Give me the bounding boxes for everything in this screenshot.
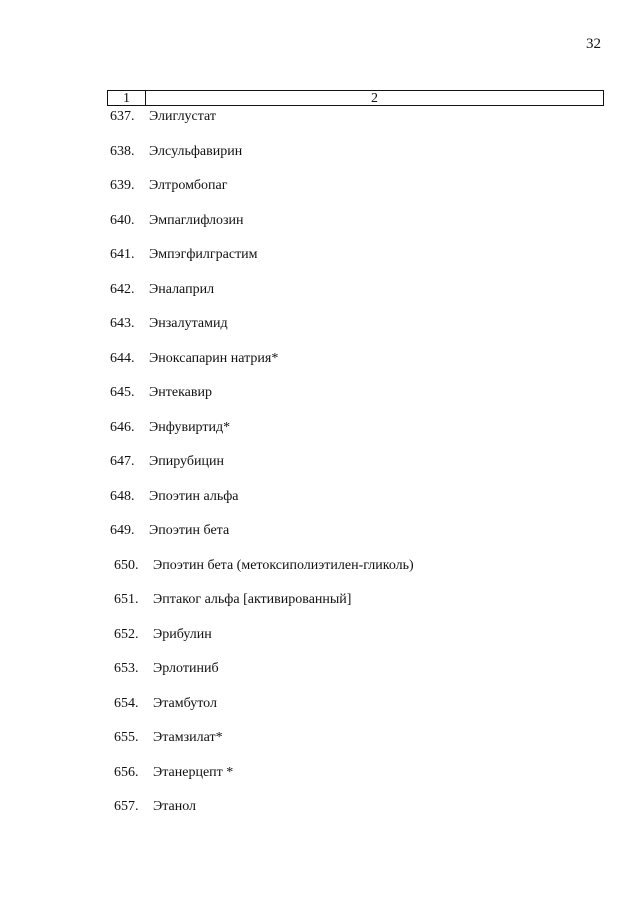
list-item <box>110 452 224 472</box>
list-item <box>114 728 223 748</box>
item-name: Эмпаглифлозин <box>149 212 244 228</box>
item-number: 656. <box>114 764 139 780</box>
item-name: Эналаприл <box>149 281 215 297</box>
list-item <box>110 314 228 334</box>
item-name: Элиглустат <box>149 109 217 124</box>
item-name: Эпоэтин альфа <box>149 488 239 504</box>
item-number: 640. <box>110 212 135 228</box>
item-name: Энзалутамид <box>149 316 228 331</box>
item-name: Эптаког альфа [активированный] <box>153 592 352 607</box>
item-number: 651. <box>114 592 139 607</box>
item-number: 654. <box>114 695 139 711</box>
list-item <box>110 142 242 162</box>
item-name: Эрлотиниб <box>153 661 219 676</box>
list-item <box>110 349 278 369</box>
item-name: Эмпэгфилграстим <box>149 247 258 262</box>
item-name: Энтекавир <box>149 385 212 400</box>
list-item <box>110 107 216 127</box>
item-number: 643. <box>110 316 135 331</box>
list-item <box>110 176 228 196</box>
item-name: Элтромбопаг <box>149 178 228 193</box>
item-number: 652. <box>114 626 139 642</box>
list-item <box>114 556 414 576</box>
list-item <box>110 418 230 438</box>
item-number: 644. <box>110 350 135 366</box>
list-item <box>114 659 219 679</box>
item-number: 638. <box>110 143 135 159</box>
list-item <box>110 280 214 300</box>
item-name: Этамбутол <box>153 695 217 711</box>
list-item <box>114 763 233 783</box>
item-number: 648. <box>110 488 135 504</box>
item-number: 650. <box>114 557 139 573</box>
list-item <box>110 245 258 265</box>
page-number: 32 <box>586 36 601 52</box>
item-number: 647. <box>110 454 135 469</box>
list-item <box>114 625 212 645</box>
header-col-1: 1 <box>108 91 146 105</box>
item-name: Этамзилат* <box>153 730 223 745</box>
list-item <box>114 590 351 610</box>
item-name: Этанол <box>153 799 197 814</box>
item-name: Эпоэтин бета (метоксиполиэтилен-гликоль) <box>153 557 414 573</box>
list-item <box>110 383 212 403</box>
item-name: Эпоэтин бета <box>149 523 230 538</box>
item-name: Этанерцепт * <box>153 764 234 780</box>
item-number: 649. <box>110 523 135 538</box>
item-name: Энфувиртид* <box>149 419 231 435</box>
item-name: Эноксапарин натрия* <box>149 350 279 366</box>
item-number: 641. <box>110 247 135 262</box>
item-name: Элсульфавирин <box>149 143 243 159</box>
item-number: 645. <box>110 385 135 400</box>
list-item <box>110 521 229 541</box>
item-number: 642. <box>110 281 135 297</box>
list-item <box>110 487 239 507</box>
list-item <box>114 694 217 714</box>
item-number: 653. <box>114 661 139 676</box>
item-name: Эрибулин <box>153 626 212 642</box>
item-number: 655. <box>114 730 139 745</box>
item-number: 646. <box>110 419 135 435</box>
header-col-2: 2 <box>371 91 378 106</box>
table-header <box>107 90 604 106</box>
item-number: 637. <box>110 109 135 124</box>
list-item <box>110 211 244 231</box>
item-number: 639. <box>110 178 135 193</box>
item-name: Эпирубицин <box>149 454 224 469</box>
list-item <box>114 797 196 817</box>
item-number: 657. <box>114 799 139 814</box>
